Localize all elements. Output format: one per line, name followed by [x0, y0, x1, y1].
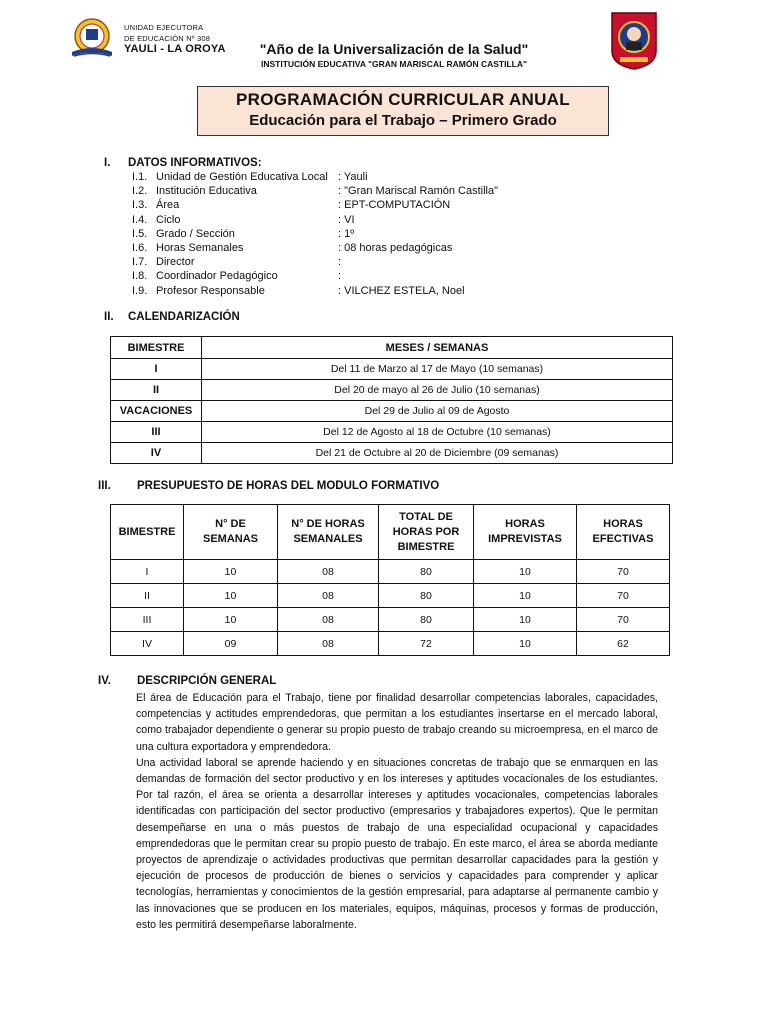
hours-cell: I [111, 560, 184, 584]
info-value: : "Gran Mariscal Ramón Castilla" [338, 185, 499, 198]
unit-line-2: DE EDUCACIÓN Nº 308 [124, 34, 211, 43]
info-value: : 08 horas pedagógicas [338, 242, 453, 254]
hours-cell: 08 [278, 632, 379, 656]
title-box [197, 86, 609, 136]
hours-cell: II [111, 584, 184, 608]
hours-cell: 80 [379, 584, 474, 608]
hours-header-line: N° DE [215, 518, 246, 530]
hours-cell: 72 [379, 632, 474, 656]
info-row [132, 185, 732, 199]
info-label: Director [156, 256, 195, 269]
calendar-bimestre-cell: IV [111, 443, 202, 464]
info-row [132, 256, 732, 270]
hours-header-line: TOTAL DE [399, 510, 453, 523]
calendar-header-bimestre: BIMESTRE [111, 337, 202, 359]
info-code: I.1. [132, 171, 148, 183]
hours-header-cell [278, 505, 379, 560]
info-label: Horas Semanales [156, 242, 244, 254]
hours-row [111, 560, 670, 584]
info-code: I.9. [132, 284, 148, 297]
unit-line-1: UNIDAD EJECUTORA [124, 23, 204, 32]
calendar-row [111, 380, 673, 401]
section-2-number: II. [104, 311, 114, 323]
info-code: I.2. [132, 185, 148, 198]
info-value: : 1º [338, 227, 355, 240]
info-value: : [338, 256, 342, 269]
calendar-meses-cell: Del 21 de Octubre al 20 de Diciembre (09 semanas) [202, 443, 673, 464]
calendar-meses-cell: Del 11 de Marzo al 17 de Mayo (10 semanas) [202, 359, 673, 380]
hours-cell: IV [111, 632, 184, 656]
year-motto: "Año de la Universalización de la Salud" [259, 41, 529, 57]
hours-cell: 10 [474, 608, 577, 632]
hours-header-line: EFECTIVAS [592, 533, 654, 545]
hours-row [111, 632, 670, 656]
hours-header-cell [474, 505, 577, 560]
calendar-row [111, 422, 673, 443]
hours-header-line: BIMESTRE [118, 525, 176, 538]
hours-cell: 09 [184, 632, 278, 656]
calendar-bimestre-cell: II [111, 380, 202, 401]
hours-cell: 10 [474, 560, 577, 584]
section-1-heading [104, 157, 404, 171]
hours-cell: 08 [278, 584, 379, 608]
hours-header-line: HORAS [505, 518, 545, 530]
info-code: I.4. [132, 213, 148, 226]
institution-name: INSTITUCIÓN EDUCATIVA "GRAN MARISCAL RAMÓN CASTILLA" [260, 59, 528, 69]
description-paragraph: Una actividad laboral se aprende haciendo y en situaciones concretas de trabajo que se enmarquen en las demandas de formación del sector productivo y en los intereses y aptitudes vocacionales de los estudiantes. Por tal razón, el área se orienta a desarrollar intereses y aptitudes vocacionales, competencias laborales identificadas con participación del sector productivo (empresarios y trabajadores expertos). Que le permitan desempeñarse en una o más puestos de trabajo de una especialidad ocupacional y capacidades emprendedoras que le permitan crear su propio puesto de trabajo. En este marco, el área se aborda mediante proyectos de aprendizaje o actividades productivas que permitan desarrollar capacidades para la gestión y ejecución de procesos de producción de bienes o servicios y capacidades para comprender y aplicar tecnologías, herramientas y conocimientos de la gestión empresarial, para adaptarse al permanente cambio y las innovaciones que se producen en los materiales, equipos, máquinas, procesos y formas de producción, esto les permitirá desempeñarse laboralmente. [136, 756, 658, 931]
calendar-meses-cell: Del 29 de Julio al 09 de Agosto [202, 401, 673, 422]
hours-cell: 80 [379, 608, 474, 632]
info-label: Profesor Responsable [156, 284, 265, 297]
hours-cell: 08 [278, 608, 379, 632]
info-row [132, 285, 732, 299]
section-3-title: PRESUPUESTO DE HORAS DEL MODULO FORMATIVO [137, 480, 440, 492]
info-label: Área [156, 199, 180, 212]
hours-header-line: BIMESTRE [397, 540, 455, 553]
calendar-row [111, 401, 673, 422]
info-code: I.6. [132, 242, 148, 254]
hours-cell: 10 [184, 584, 278, 608]
info-row [132, 270, 732, 284]
hours-cell: 70 [577, 584, 670, 608]
calendar-meses-cell: Del 20 de mayo al 26 de Julio (10 semanas) [202, 380, 673, 401]
calendar-row [111, 359, 673, 380]
hours-cell: 70 [577, 608, 670, 632]
hours-header-cell [111, 505, 184, 560]
hours-header-cell [184, 505, 278, 560]
section-1-title: DATOS INFORMATIVOS: [128, 157, 262, 169]
section-1-number: I. [104, 157, 111, 169]
calendar-bimestre-cell: III [111, 422, 202, 443]
hours-header-line: SEMANAS [202, 533, 258, 545]
info-label: Unidad de Gestión Educativa Local [156, 171, 328, 183]
section-4-number: IV. [98, 675, 112, 687]
hours-cell: 08 [278, 560, 379, 584]
info-list [132, 171, 692, 301]
document-title: PROGRAMACIÓN CURRICULAR ANUAL [236, 90, 570, 109]
document-subtitle: Educación para el Trabajo – Primero Grado [249, 112, 557, 129]
calendar-bimestre-cell: I [111, 359, 202, 380]
section-4-heading [98, 675, 498, 689]
info-code: I.8. [132, 270, 148, 283]
calendar-table [110, 336, 673, 464]
hours-header-row [111, 505, 670, 560]
unit-line-3: YAULI - LA OROYA [124, 43, 226, 55]
info-value: : VI [338, 213, 355, 226]
info-code: I.7. [132, 256, 148, 269]
hours-cell: III [111, 608, 184, 632]
hours-header-cell [577, 505, 670, 560]
info-value: : Yauli [338, 171, 368, 183]
hours-cell: 80 [379, 560, 474, 584]
hours-header-line: N° DE HORAS [291, 518, 365, 530]
hours-header-line: IMPREVISTAS [488, 533, 562, 545]
info-row [132, 171, 732, 185]
school-shield-logo [610, 11, 658, 71]
calendar-row [111, 443, 673, 464]
hours-cell: 62 [577, 632, 670, 656]
hours-header-cell [379, 505, 474, 560]
description-paragraph: El área de Educación para el Trabajo, tiene por finalidad desarrollar competencias laborales, capacidades, competencias y actitudes emprendedoras, que permitan a los estudiantes insertarse en el mercado laboral, como trabajador dependiente o generar su propio puesto de trabajo creando su microempresa, en el marco de una cultura exportadora y emprendedora. [136, 692, 658, 753]
hours-budget-table [110, 504, 670, 656]
info-row [132, 214, 732, 228]
hours-cell: 10 [474, 584, 577, 608]
info-value: : VILCHEZ ESTELA, Noel [338, 284, 465, 297]
section-2-title: CALENDARIZACIÓN [128, 311, 240, 323]
section-2-heading [104, 311, 504, 325]
info-label: Grado / Sección [156, 227, 235, 240]
info-row [132, 242, 732, 256]
section-4-title: DESCRIPCIÓN GENERAL [137, 675, 277, 687]
hours-header-line: HORAS [603, 518, 643, 530]
hours-header-line: SEMANALES [293, 533, 363, 545]
hours-row [111, 608, 670, 632]
info-label: Institución Educativa [156, 185, 257, 198]
hours-cell: 70 [577, 560, 670, 584]
info-label: Coordinador Pedagógico [156, 270, 278, 283]
calendar-bimestre-cell: VACACIONES [111, 401, 202, 422]
hours-row [111, 584, 670, 608]
calendar-header-meses: MESES / SEMANAS [202, 337, 673, 359]
section-3-heading [98, 480, 598, 494]
section-3-number: III. [98, 480, 111, 492]
info-value: : [338, 270, 342, 283]
hours-cell: 10 [184, 608, 278, 632]
calendar-meses-cell: Del 12 de Agosto al 18 de Octubre (10 semanas) [202, 422, 673, 443]
info-code: I.5. [132, 227, 148, 240]
general-description [136, 690, 658, 933]
info-label: Ciclo [156, 213, 181, 226]
calendar-header-row [111, 337, 673, 359]
info-row [132, 199, 732, 213]
hours-cell: 10 [184, 560, 278, 584]
info-code: I.3. [132, 199, 148, 212]
info-value: : EPT-COMPUTACIÓN [338, 199, 451, 212]
info-row [132, 228, 732, 242]
hours-header-line: HORAS POR [392, 525, 460, 538]
hours-cell: 10 [474, 632, 577, 656]
